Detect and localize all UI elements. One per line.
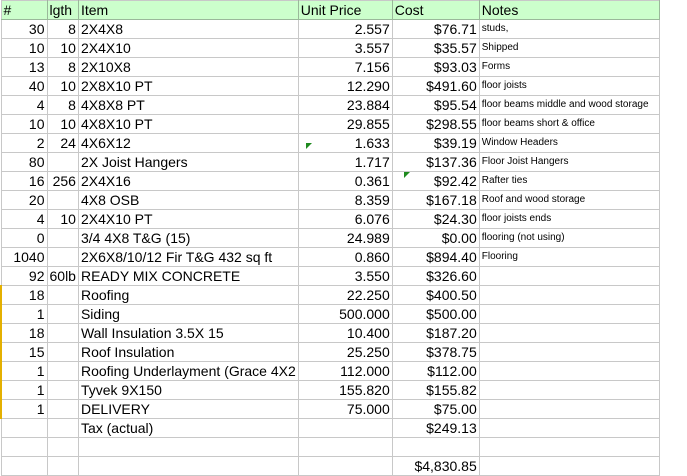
cell-cost[interactable]: $4,830.85 (392, 457, 479, 476)
cell-cost[interactable]: $93.03 (392, 58, 479, 77)
table-row (1, 210, 659, 229)
cell-cost[interactable]: $378.75 (392, 343, 479, 362)
cell-note[interactable] (479, 305, 659, 324)
cell-length[interactable]: 8 (47, 58, 78, 77)
cell-cost[interactable]: $112.00 (392, 362, 479, 381)
header-row (1, 1, 659, 20)
header-cost[interactable]: Cost (392, 1, 479, 20)
cell-item[interactable]: 4X8X10 PT (78, 115, 298, 134)
cell-note[interactable] (479, 419, 659, 438)
cell-item[interactable]: 3/4 4X8 T&G (15) (78, 229, 298, 248)
cell-unit-price[interactable]: 3.557 (298, 39, 392, 58)
cell-cost[interactable]: $95.54 (392, 96, 479, 115)
table-row (1, 248, 659, 267)
header-notes[interactable]: Notes (479, 1, 659, 20)
table-row (1, 381, 659, 400)
cell-item[interactable]: 2X Joist Hangers (78, 153, 298, 172)
cell-length[interactable] (47, 153, 78, 172)
cell-cost[interactable]: $249.13 (392, 419, 479, 438)
cell-note[interactable]: Roof and wood storage (479, 191, 659, 210)
cell-note[interactable]: Rafter ties (479, 172, 659, 191)
cell-note[interactable] (479, 267, 659, 286)
cell-item[interactable]: READY MIX CONCRETE (78, 267, 298, 286)
header-item[interactable]: Item (78, 1, 298, 20)
table-row (1, 39, 659, 58)
cell-length[interactable]: 60lb (47, 267, 78, 286)
cell-unit-price[interactable] (298, 457, 392, 476)
cell-item[interactable]: 4X8X8 PT (78, 96, 298, 115)
table-row (1, 77, 659, 96)
table-row (1, 305, 659, 324)
cell-item[interactable]: Roof Insulation (78, 343, 298, 362)
cell-length[interactable] (47, 229, 78, 248)
cell-quantity[interactable]: 80 (1, 153, 47, 172)
cell-unit-price[interactable]: 155.820 (298, 381, 392, 400)
cell-cost[interactable]: $75.00 (392, 400, 479, 419)
cell-quantity[interactable]: 4 (1, 96, 47, 115)
cell-cost[interactable]: $155.82 (392, 381, 479, 400)
cell-cost[interactable]: $326.60 (392, 267, 479, 286)
cell-cost[interactable]: $187.20 (392, 324, 479, 343)
cell-item[interactable]: 2X4X16 (78, 172, 298, 191)
cell-note[interactable] (479, 362, 659, 381)
table-row (1, 20, 659, 39)
cell-item[interactable]: 2X4X10 PT (78, 210, 298, 229)
cell-unit-price[interactable]: 6.076 (298, 210, 392, 229)
cell-quantity[interactable]: 1 (1, 381, 47, 400)
table-row (1, 343, 659, 362)
cell-quantity[interactable]: 16 (1, 172, 47, 191)
cell-length[interactable]: 8 (47, 20, 78, 39)
cell-quantity[interactable]: 4 (1, 210, 47, 229)
cell-note[interactable]: floor joists (479, 77, 659, 96)
cell-unit-price[interactable]: 25.250 (298, 343, 392, 362)
cell-cost[interactable]: $894.40 (392, 248, 479, 267)
cell-quantity[interactable]: 92 (1, 267, 47, 286)
cell-unit-price[interactable]: 24.989 (298, 229, 392, 248)
cell-length[interactable] (47, 362, 78, 381)
cell-quantity[interactable]: 18 (1, 286, 47, 305)
cell-unit-price[interactable] (298, 419, 392, 438)
cell-unit-price[interactable]: 1.633 (298, 134, 392, 153)
cell-quantity[interactable] (1, 419, 47, 438)
cell-length[interactable]: 10 (47, 77, 78, 96)
cell-quantity[interactable]: 15 (1, 343, 47, 362)
cell-quantity[interactable]: 18 (1, 324, 47, 343)
cell-length[interactable]: 24 (47, 134, 78, 153)
table-row (1, 134, 659, 153)
cell-unit-price[interactable]: 1.717 (298, 153, 392, 172)
cell-unit-price[interactable]: 0.860 (298, 248, 392, 267)
table-row (1, 324, 659, 343)
cell-unit-price[interactable]: 22.250 (298, 286, 392, 305)
cell-note[interactable]: Flooring (479, 248, 659, 267)
cell-cost[interactable]: $298.55 (392, 115, 479, 134)
cell-note[interactable] (479, 381, 659, 400)
cell-item[interactable]: Wall Insulation 3.5X 15 (78, 324, 298, 343)
cell-quantity[interactable]: 10 (1, 115, 47, 134)
cell-cost[interactable]: $400.50 (392, 286, 479, 305)
cell-unit-price[interactable]: 3.550 (298, 267, 392, 286)
cell-unit-price[interactable]: 0.361 (298, 172, 392, 191)
cell-item[interactable]: Roofing Underlayment (Grace 4X2 (78, 362, 298, 381)
cell-length[interactable] (47, 419, 78, 438)
table-row (1, 457, 659, 476)
table-row (1, 362, 659, 381)
cell-item[interactable]: Tyvek 9X150 (78, 381, 298, 400)
cell-item[interactable] (78, 457, 298, 476)
header-lgth[interactable]: lgth (47, 1, 78, 20)
table-row (1, 172, 659, 191)
cell-unit-price[interactable]: 12.290 (298, 77, 392, 96)
cell-unit-price[interactable]: 2.557 (298, 20, 392, 39)
table-row (1, 229, 659, 248)
cell-length[interactable]: 10 (47, 39, 78, 58)
cell-quantity[interactable]: 10 (1, 39, 47, 58)
cell-item[interactable]: 2X4X10 (78, 39, 298, 58)
cell-note[interactable]: studs, (479, 20, 659, 39)
cell-length[interactable] (47, 305, 78, 324)
cell-note[interactable]: flooring (not using) (479, 229, 659, 248)
table-row (1, 58, 659, 77)
cell-unit-price[interactable]: 29.855 (298, 115, 392, 134)
cell-cost[interactable]: $0.00 (392, 229, 479, 248)
cell-length[interactable] (47, 286, 78, 305)
cell-note[interactable]: Window Headers (479, 134, 659, 153)
cell-note[interactable]: Shipped (479, 39, 659, 58)
cell-quantity[interactable] (1, 438, 47, 457)
cell-note[interactable] (479, 286, 659, 305)
table-row (1, 153, 659, 172)
cell-quantity[interactable]: 1 (1, 400, 47, 419)
cell-unit-price[interactable]: 75.000 (298, 400, 392, 419)
cell-note[interactable] (479, 343, 659, 362)
cell-item[interactable]: DELIVERY (78, 400, 298, 419)
cell-unit-price[interactable]: 8.359 (298, 191, 392, 210)
table-row (1, 419, 659, 438)
cell-unit-price[interactable]: 10.400 (298, 324, 392, 343)
cell-quantity[interactable]: 40 (1, 77, 47, 96)
cell-length[interactable] (47, 324, 78, 343)
cell-note[interactable]: floor beams short & office (479, 115, 659, 134)
cell-length[interactable] (47, 381, 78, 400)
cell-note[interactable] (479, 324, 659, 343)
cell-item[interactable]: 2X8X10 PT (78, 77, 298, 96)
cell-note[interactable] (479, 400, 659, 419)
table-row (1, 96, 659, 115)
cell-unit-price[interactable]: 112.000 (298, 362, 392, 381)
cell-item[interactable]: Roofing (78, 286, 298, 305)
comment-indicator-icon (306, 143, 312, 149)
table-row (1, 400, 659, 419)
cell-quantity[interactable]: 1 (1, 305, 47, 324)
cell-note[interactable]: floor beams middle and wood storage (479, 96, 659, 115)
cell-item[interactable]: 2X4X8 (78, 20, 298, 39)
cell-cost[interactable] (392, 438, 479, 457)
cell-cost[interactable]: $76.71 (392, 20, 479, 39)
cell-item[interactable]: Tax (actual) (78, 419, 298, 438)
cell-note[interactable]: Forms (479, 58, 659, 77)
table-row (1, 115, 659, 134)
cell-quantity[interactable]: 2 (1, 134, 47, 153)
cell-cost[interactable]: $137.36 (392, 153, 479, 172)
header-unit-price[interactable]: Unit Price (298, 1, 392, 20)
cell-item[interactable]: 4X8 OSB (78, 191, 298, 210)
cell-unit-price[interactable]: 23.884 (298, 96, 392, 115)
cell-length[interactable]: 8 (47, 96, 78, 115)
cell-length[interactable] (47, 191, 78, 210)
cell-cost[interactable]: $500.00 (392, 305, 479, 324)
cell-cost[interactable]: $92.42 (392, 172, 479, 191)
cell-quantity[interactable] (1, 457, 47, 476)
cell-item[interactable]: 4X6X12 (78, 134, 298, 153)
cell-item[interactable]: Siding (78, 305, 298, 324)
cell-cost[interactable]: $39.19 (392, 134, 479, 153)
table-row (1, 191, 659, 210)
cell-length[interactable]: 256 (47, 172, 78, 191)
cell-quantity[interactable]: 30 (1, 20, 47, 39)
cell-note[interactable]: floor joists ends (479, 210, 659, 229)
cell-length[interactable]: 10 (47, 210, 78, 229)
cell-length[interactable] (47, 343, 78, 362)
comment-indicator-icon (404, 172, 410, 178)
cell-item[interactable] (78, 438, 298, 457)
cell-cost[interactable]: $24.30 (392, 210, 479, 229)
table-row (1, 267, 659, 286)
cell-cost[interactable]: $167.18 (392, 191, 479, 210)
cell-length[interactable] (47, 248, 78, 267)
cell-item[interactable]: 2X10X8 (78, 58, 298, 77)
cell-item[interactable]: 2X6X8/10/12 Fir T&G 432 sq ft (78, 248, 298, 267)
cell-unit-price[interactable]: 500.000 (298, 305, 392, 324)
cell-unit-price[interactable]: 7.156 (298, 58, 392, 77)
cell-length[interactable] (47, 438, 78, 457)
cell-quantity[interactable]: 0 (1, 229, 47, 248)
cell-note[interactable]: Floor Joist Hangers (479, 153, 659, 172)
cell-cost[interactable]: $491.60 (392, 77, 479, 96)
table-row (1, 286, 659, 305)
cell-unit-price[interactable] (298, 438, 392, 457)
cell-quantity[interactable]: 13 (1, 58, 47, 77)
cell-quantity[interactable]: 20 (1, 191, 47, 210)
cell-note[interactable] (479, 457, 659, 476)
cell-note[interactable] (479, 438, 659, 457)
cell-quantity[interactable]: 1 (1, 362, 47, 381)
table-row (1, 438, 659, 457)
cell-length[interactable]: 10 (47, 115, 78, 134)
cell-quantity[interactable]: 1040 (1, 248, 47, 267)
cell-cost[interactable]: $35.57 (392, 39, 479, 58)
cell-length[interactable] (47, 457, 78, 476)
cell-length[interactable] (47, 400, 78, 419)
header-num[interactable]: # (1, 1, 47, 20)
